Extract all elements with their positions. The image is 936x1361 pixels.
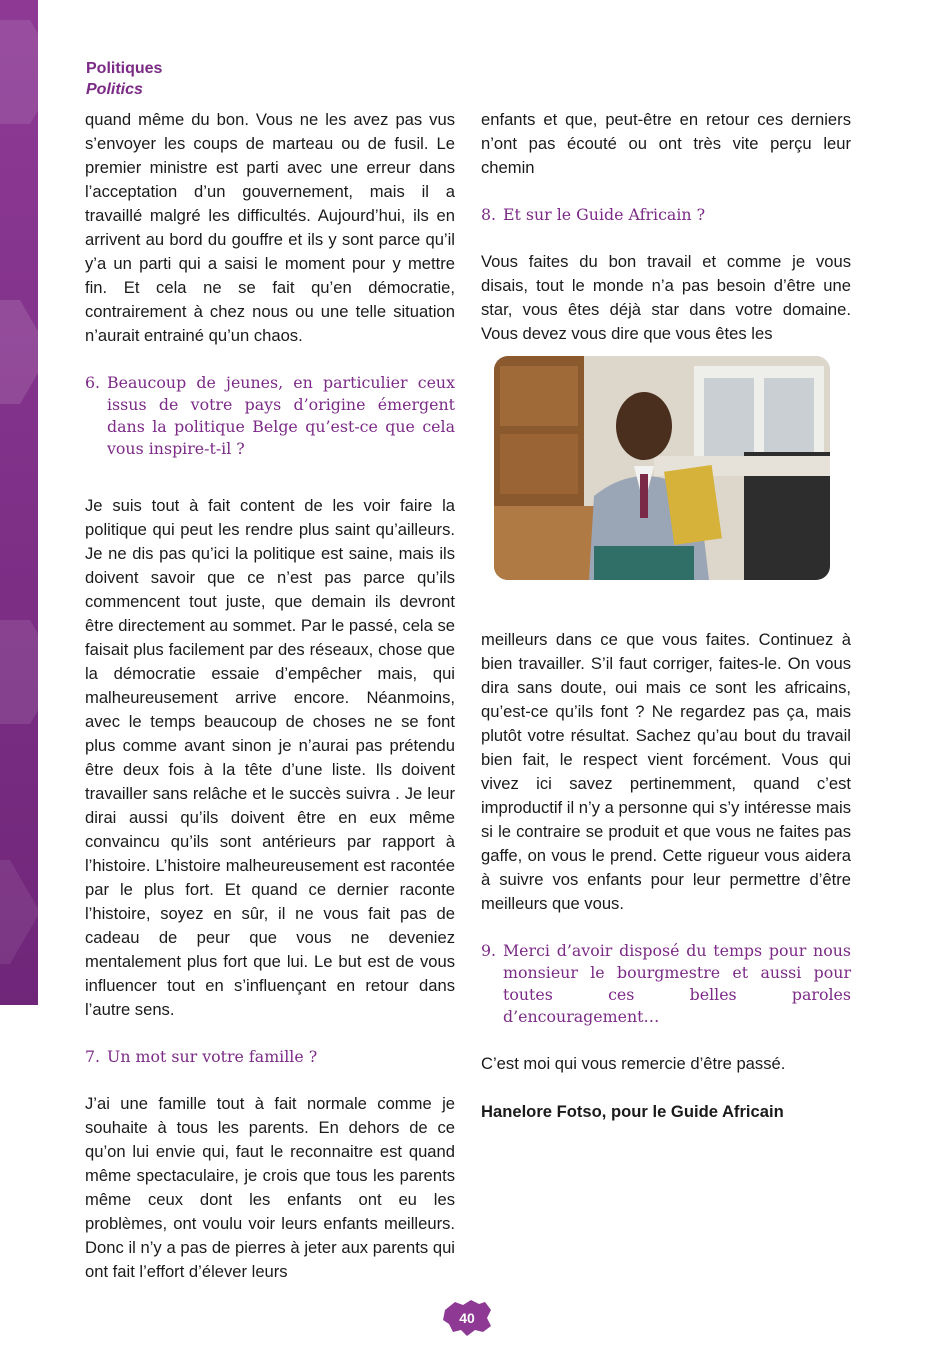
question-text: Et sur le Guide Africain ? [503, 205, 706, 224]
question-number: 7. [85, 1047, 101, 1066]
question-8 [481, 204, 851, 226]
question-9 [481, 940, 851, 1028]
question-text: Un mot sur votre famille ? [107, 1047, 318, 1066]
question-text: Beaucoup de jeunes, en particulier ceux issus de votre pays d’origine émergent dans la politique Belge qu’est-ce que cela vous inspire-t-il ? [107, 373, 455, 458]
paragraph: Je suis tout à fait content de les voir faire la politique qui peut les rendre plus saint qu’ailleurs. Je ne dis pas qu’ici la politique est saine, mais ils doivent savoir que ce n’est pas parce qu’ils commencent tout juste, que demain ils devront être directement au sommet. Par le passé, cela se faisait plus facilement par des réseaux, chose que la démocratie essaie d’empêcher mais, qui malheureusement arrive encore. Néanmoins, avec le temps beaucoup de choses ne se font plus comme avant sinon je n’aurai pas prétendu être deux fois à la tête d’une liste. Ils doivent travailler sans relâche et le succès suivra . Je leur dirai aussi qu’ils doivent être en eux même convaincu qu’ils sont antérieurs par rapport à l’histoire. L’histoire malheureusement est racontée par le plus fort. Et quand ce dernier raconte l’histoire, soyez en sûr, il ne vous fait pas de cadeau de peur que vous ne deveniez mentalement plus fort que lui. Le but est de vous influencer tout en s’influençant en retour dans l’autre sens. [85, 496, 455, 1019]
paragraph: J’ai une famille tout à fait normale comme je souhaite à tous les parents. En dehors de ce qu’on lui envie qui, faut le reconnaitre est quand même spectaculaire, je crois que tous les parents même ceux dont les enfants ont eu les problèmes, ont voulu voir leurs enfants meilleurs. Donc il n’y a pas de pierres à jeter aux parents qui ont fait l’effort d’élever leurs [85, 1094, 455, 1281]
paragraph: C’est moi qui vous remercie d’être passé. [481, 1054, 786, 1073]
question-number: 8. [481, 205, 497, 224]
page-number-badge [441, 1296, 491, 1338]
question-number: 6. [85, 373, 101, 392]
decorative-side-band [0, 0, 38, 1005]
section-label [86, 58, 162, 100]
question-6 [85, 372, 455, 460]
paragraph: meilleurs dans ce que vous faites. Continuez à bien travailler. S’il faut corriger, faites-le. On vous dira sans doute, oui mais ce sont les africains, qu’est-ce qu’ils font ? Ne regardez pas ça, mais plutôt votre résultat. Sachez qu’au bout du travail bien fait, le respect vient forcément. Vous qui vivez ici savez pertinemment, quand c’est improductif il n’y a personne qui s’y intéresse mais si le contraire se produit et que vous ne faites pas gaffe, on vous le prend. Cette rigueur vous aidera à suivre vos enfants pour leur permettre d’être meilleurs que vous. [481, 630, 851, 913]
paragraph: Vous faites du bon travail et comme je vous disais, tout le monde n’a pas besoin d’être une star, vous êtes déjà star dans votre domaine. Vous devez vous dire que vous êtes les [481, 252, 851, 343]
paragraph: quand même du bon. Vous ne les avez pas vus s’envoyer les coups de marteau ou de fusil. Le premier ministre est parti avec une erreur dans l’acceptation d’un gouvernement, mais il a travaillé malgré les difficultés. Aujourd’hui, ils en arrivent au bord du gouffre et ils y sont parce qu’il y’a un parti qui a saisi le moment pour y mettre fin. Et cela ne se fait qu’en démocratie, contrairement à chez nous ou une telle situation n’aurait entrainé qu’un chaos. [85, 110, 455, 345]
question-text: Merci d’avoir disposé du temps pour nous monsieur le bourgmestre et aussi pour toutes ces belles paroles d’encouragement… [503, 941, 851, 1026]
hexagon-decoration [0, 620, 60, 724]
page-number: 40 [459, 1310, 475, 1326]
section-title-en: Politics [86, 81, 143, 98]
hexagon-decoration [0, 860, 40, 964]
interview-photo [494, 356, 830, 580]
right-column [481, 108, 851, 1148]
question-number: 9. [481, 941, 497, 960]
left-column [85, 108, 455, 1284]
section-title-fr: Politiques [86, 60, 163, 77]
byline: Hanelore Fotso, pour le Guide Africain [481, 1102, 784, 1121]
hexagon-decoration [0, 20, 60, 124]
question-7 [85, 1046, 455, 1068]
hexagon-decoration [0, 300, 50, 404]
photo-illustration [494, 356, 830, 580]
paragraph: enfants et que, peut-être en retour ces derniers n’ont pas écouté ou ont très vite perçu leur chemin [481, 110, 851, 177]
